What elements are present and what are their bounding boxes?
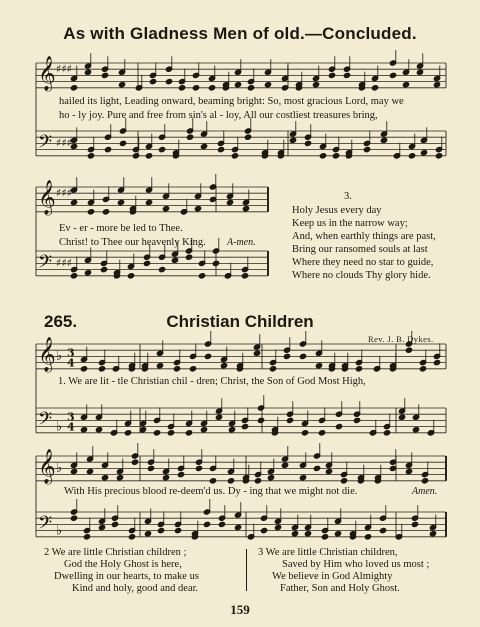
note-head [200, 427, 207, 433]
note-head [194, 206, 201, 212]
note-head [208, 85, 215, 91]
verse-line: God the Holy Ghost is here, [64, 559, 182, 570]
verse-line: Where they need no star to guide, [292, 257, 434, 268]
note-head [283, 353, 290, 359]
note-head [87, 209, 94, 215]
note-head [84, 270, 91, 276]
note-head [234, 82, 241, 88]
key-signature-icon: ♯♯♯ [56, 136, 72, 150]
note-head [242, 206, 249, 212]
verse-line: And, when earthly things are past, [292, 231, 436, 242]
note-head [70, 199, 77, 205]
time-signature: 3 [67, 410, 75, 424]
key-signature-icon: ♯♯♯ [56, 186, 72, 200]
note-head [131, 459, 138, 465]
note-head [319, 153, 326, 159]
note-head [218, 521, 225, 527]
note-head [291, 531, 298, 537]
note-head [412, 427, 419, 433]
note-head [228, 427, 235, 433]
note-head [247, 85, 254, 91]
note-head [355, 366, 362, 372]
note-head [198, 273, 205, 279]
note-head [318, 430, 325, 436]
note-head [328, 72, 335, 78]
note-head [143, 260, 150, 266]
note-head [335, 424, 342, 430]
key-signature-icon: ♭ [56, 419, 63, 435]
note-head [101, 475, 108, 481]
note-head [304, 531, 311, 537]
note-head [145, 153, 152, 159]
treble-clef-icon: 𝄞 [38, 55, 56, 91]
treble-clef-icon: 𝄞 [38, 448, 56, 484]
note-head [104, 147, 111, 153]
note-head [419, 366, 426, 372]
note-head [433, 82, 440, 88]
key-signature-icon: ♭ [56, 461, 63, 477]
bass-clef-icon: 𝄢 [38, 512, 53, 538]
note-head [147, 465, 154, 471]
note-head [420, 150, 427, 156]
note-head [209, 196, 216, 202]
note-head [220, 363, 227, 369]
note-head [379, 528, 386, 534]
note-head [70, 515, 77, 521]
note-head [158, 267, 165, 273]
note-head [162, 475, 169, 481]
note-head [186, 134, 193, 140]
lyric-line-6: With His precious blood re-deem'd us. Dy - ing that we might not die. [64, 486, 358, 497]
time-signature: 3 [67, 346, 75, 360]
note-head [153, 430, 160, 436]
treble-clef-icon: 𝄞 [38, 179, 56, 215]
note-head [281, 85, 288, 91]
note-head [411, 521, 418, 527]
note-head [364, 534, 371, 540]
note-head [156, 363, 163, 369]
verse-line: Saved by Him who loved us most ; [282, 559, 430, 570]
note-head [127, 273, 134, 279]
note-head [340, 478, 347, 484]
lyric-line-3: Ev - er - more be led to Thee. [59, 223, 183, 234]
note-head [80, 427, 87, 433]
note-head [254, 478, 261, 484]
note-head [87, 153, 94, 159]
note-head [313, 465, 320, 471]
treble-clef-icon: 𝄞 [38, 336, 56, 372]
note-head [203, 521, 210, 527]
verse-number: 3. [344, 191, 352, 202]
note-head [398, 414, 405, 420]
note-head [234, 524, 241, 530]
note-head [212, 260, 219, 266]
verse-line: Bring our ransomed souls at last [292, 244, 428, 255]
verse-line: Where no clouds Thy glory hide. [292, 270, 431, 281]
composer: Rev. J. B. Dykes. [368, 334, 434, 344]
note-head [124, 430, 131, 436]
note-head [421, 478, 428, 484]
note-head [84, 69, 91, 75]
key-signature-icon: ♯♯♯ [56, 256, 72, 270]
note-head [286, 417, 293, 423]
lyric-line-1: hailed its light, Leading onward, beaming bright: So, most gracious Lord, may we [59, 96, 404, 107]
note-head [128, 534, 135, 540]
note-head [231, 153, 238, 159]
note-head [98, 524, 105, 530]
note-head [269, 366, 276, 372]
note-head [118, 82, 125, 88]
bass-clef-icon: 𝄢 [38, 408, 53, 434]
note-head [102, 209, 109, 215]
note-head [165, 79, 172, 85]
note-head [226, 199, 233, 205]
note-head [380, 137, 387, 143]
note-head [171, 257, 178, 263]
verse-line: 2 We are little Christian children ; [44, 547, 187, 558]
note-head [389, 72, 396, 78]
note-head [86, 468, 93, 474]
bass-clef-icon: 𝄢 [38, 131, 53, 157]
note-head [332, 153, 339, 159]
lyric-line-2: ho - ly joy. Pure and free from sin's al - loy, All our costliest treasures bring, [59, 110, 378, 121]
note-head [173, 366, 180, 372]
note-head [429, 531, 436, 537]
page-title: As with Gladness Men of old.—Concluded. [63, 24, 417, 43]
note-head [95, 427, 102, 433]
note-head [101, 72, 108, 78]
note-head [70, 468, 77, 474]
verse-divider [246, 549, 247, 591]
note-head [185, 430, 192, 436]
note-head [192, 85, 199, 91]
note-head [334, 531, 341, 537]
verse-line: We believe in God Almighty [272, 571, 393, 582]
note-head [157, 528, 164, 534]
note-head [244, 134, 251, 140]
note-head [264, 82, 271, 88]
note-head [80, 366, 87, 372]
note-head [325, 468, 332, 474]
key-signature-icon: ♭ [56, 523, 63, 539]
note-head [227, 478, 234, 484]
note-head [174, 528, 181, 534]
note-head [70, 273, 77, 279]
verse-line: Kind and holy, good and dear. [72, 583, 199, 594]
note-head [204, 353, 211, 359]
note-head [301, 430, 308, 436]
note-head [70, 85, 77, 91]
note-head [149, 79, 156, 85]
verse-line: Father, Son and Holy Ghost. [280, 583, 400, 594]
note-head [289, 137, 296, 143]
verse-line: Dwelling in our hearts, to make us [54, 571, 199, 582]
note-head [299, 353, 306, 359]
note-head [177, 472, 184, 478]
note-head [98, 366, 105, 372]
note-head [353, 417, 360, 423]
hymn-number: 265. [44, 312, 78, 331]
note-head [267, 475, 274, 481]
note-head [402, 82, 409, 88]
note-head [405, 468, 412, 474]
note-head [185, 254, 192, 260]
note-head [241, 424, 248, 430]
note-head [116, 475, 123, 481]
note-head [253, 350, 260, 356]
note-head [363, 147, 370, 153]
note-head [209, 478, 216, 484]
verse-line: Keep us in the narrow way; [292, 218, 408, 229]
note-head [343, 72, 350, 78]
key-signature-icon: ♭ [56, 349, 63, 365]
note-head [299, 475, 306, 481]
time-signature: 4 [67, 420, 75, 434]
note-head [389, 465, 396, 471]
key-signature-icon: ♯♯♯ [56, 62, 72, 76]
note-head [189, 366, 196, 372]
note-head [83, 534, 90, 540]
note-head [217, 147, 224, 153]
note-head [117, 199, 124, 205]
note-head [321, 534, 328, 540]
note-head [405, 347, 412, 353]
note-head [178, 85, 185, 91]
note-head [312, 82, 319, 88]
note-head [274, 524, 281, 530]
note-head [167, 430, 174, 436]
note-head [315, 363, 322, 369]
note-head [195, 465, 202, 471]
time-signature: 4 [67, 356, 75, 370]
note-head [162, 206, 169, 212]
note-head [241, 273, 248, 279]
page-number: 159 [230, 602, 250, 617]
note-head [371, 85, 378, 91]
note-head [158, 147, 165, 153]
note-head [119, 140, 126, 146]
verse-line: Holy Jesus every day [292, 205, 382, 216]
note-head [100, 267, 107, 273]
amen-label: Amen. [412, 486, 438, 497]
note-head [416, 69, 423, 75]
note-head [139, 427, 146, 433]
verse-line: 3 We are little Christian children, [258, 547, 398, 558]
lyric-line-4: Christ! to Thee our heavenly King. [59, 237, 206, 248]
note-head [145, 199, 152, 205]
bass-clef-icon: 𝄢 [38, 251, 53, 277]
note-head [433, 360, 440, 366]
note-head [304, 140, 311, 146]
note-head [132, 153, 139, 159]
note-head [260, 528, 267, 534]
note-head [111, 521, 118, 527]
note-head [435, 153, 442, 159]
note-head [257, 417, 264, 423]
note-head [408, 153, 415, 159]
amen-label: A-men. [227, 237, 256, 248]
note-head [215, 414, 222, 420]
note-head [281, 462, 288, 468]
note-head [383, 430, 390, 436]
lyric-line-5: 1. We are lit - tle Christian chil - dren; Christ, the Son of God Most High, [58, 376, 366, 387]
note-head [144, 531, 151, 537]
hymn-title: Christian Children [166, 312, 314, 331]
note-head [200, 143, 207, 149]
